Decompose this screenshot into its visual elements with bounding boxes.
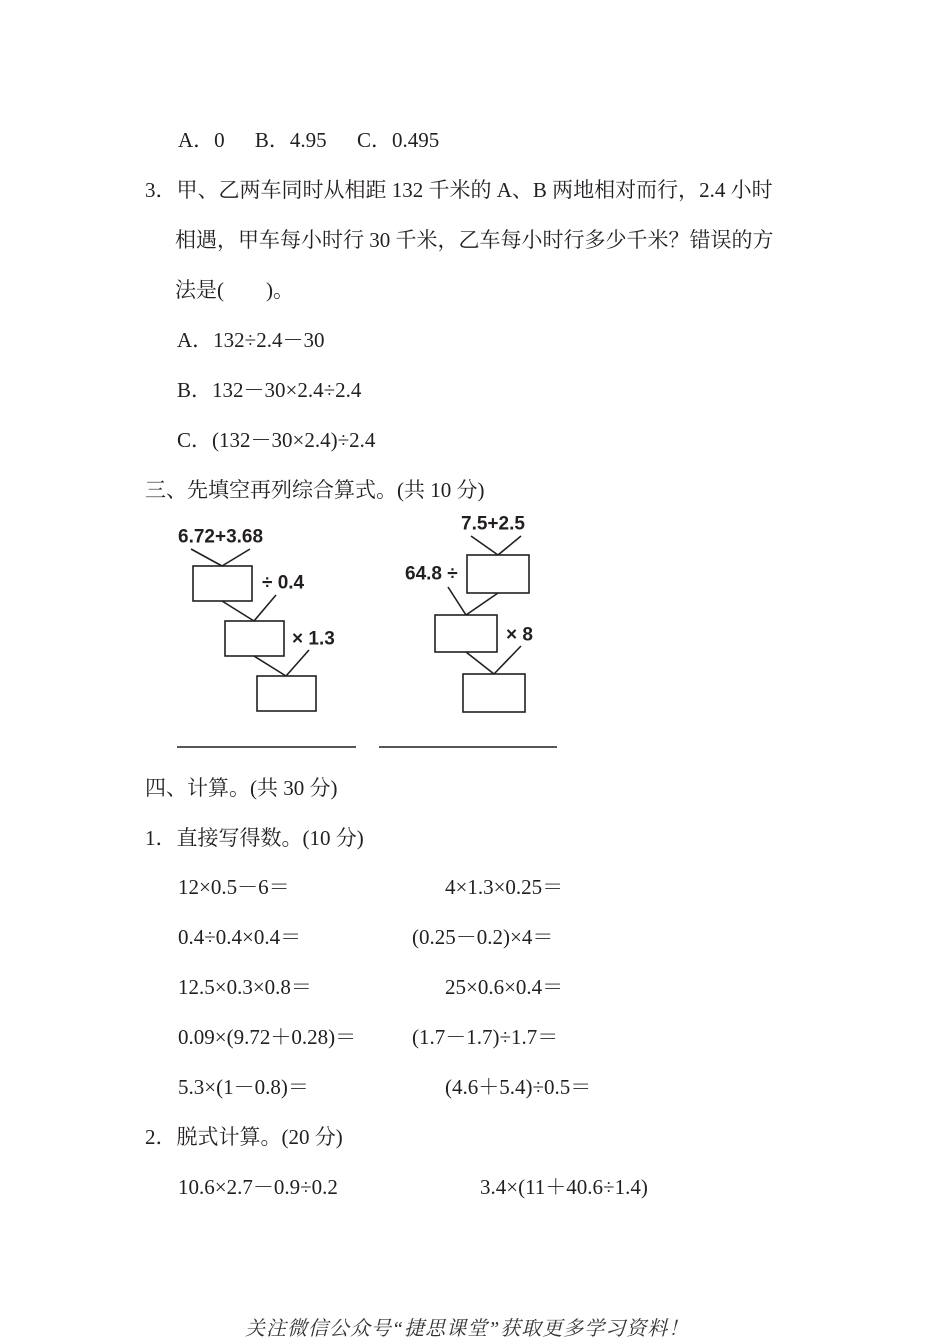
answer-box-3 [257,676,316,711]
q3-option-b: B．132－30×2.4÷2.4 [177,378,362,402]
diagram2-step2-operation: × 8 [506,624,533,646]
part2-title: 脱式计算。(20 分) [176,1125,343,1149]
calculation-flow-diagrams [0,500,950,760]
connector-line [494,646,521,674]
connector-line [191,549,222,566]
connector-line [254,595,276,621]
answer-box-1 [193,566,252,601]
connector-line [471,536,498,555]
step-calculation-item: 3.4×(11＋40.6÷1.4) [480,1175,648,1199]
mental-math-item: 0.09×(9.72＋0.28)＝ [178,1025,357,1049]
q2-option-c: C．0.495 [356,128,440,152]
q2-options [178,125,464,155]
diagram-1 [178,527,335,712]
mental-math-item: 5.3×(1－0.8)＝ [178,1075,309,1099]
q3-text-1: 甲、乙两车同时从相距 132 千米的 A、B 两地相对而行，2.4 小时 [176,178,773,202]
diagram1-start-expression: 6.72+3.68 [178,526,264,548]
part1-number: 1． [145,826,177,850]
q3-option-c: C．(132－30×2.4)÷2.4 [177,428,376,452]
q3-option-a: A．132÷2.4－30 [177,328,325,352]
section3-title: 三、先填空再列综合算式。(共 10 分) [145,478,485,502]
mental-math-item: 12×0.5－6＝ [178,875,290,899]
answer-box-1 [467,555,529,593]
q2-option-b: B．4.95 [254,128,327,152]
step-calculation-item: 10.6×2.7－0.9÷0.2 [178,1175,338,1199]
part2-number: 2． [145,1125,177,1149]
diagram2-start-expression: 7.5+2.5 [461,513,525,535]
part2-heading [145,1122,343,1152]
mental-math-item: (1.7－1.7)÷1.7＝ [412,1025,559,1049]
connector-line [286,650,309,676]
mental-math-item: (0.25－0.2)×4＝ [412,925,554,949]
diagram1-step2-operation: × 1.3 [292,628,335,650]
diagram-2 [405,514,533,713]
q3-number: 3． [145,178,177,202]
diagram2-step1-operation: 64.8 ÷ [405,563,458,585]
connector-line [222,549,250,566]
mental-math-item: 25×0.6×0.4＝ [445,975,564,999]
answer-box-3 [463,674,525,712]
q3-text-2: 相遇，甲车每小时行 30 千米，乙车每小时行多少千米？错误的方 [175,228,774,252]
answer-box-2 [225,621,284,656]
section4-title: 四、计算。(共 30 分) [145,776,338,800]
connector-line [466,593,498,615]
connector-line [466,652,494,674]
connector-line [448,587,466,615]
answer-box-2 [435,615,497,652]
part1-title: 直接写得数。(10 分) [176,826,364,850]
q2-option-a: A．0 [178,128,225,152]
diagram1-step1-operation: ÷ 0.4 [262,572,305,594]
mental-math-item: 4×1.3×0.25＝ [445,875,564,899]
footer-note: 关注微信公众号“捷思课堂”获取更多学习资料！ [245,1318,690,1340]
connector-line [222,601,254,621]
mental-math-item: 12.5×0.3×0.8＝ [178,975,312,999]
mental-math-item: 0.4÷0.4×0.4＝ [178,925,302,949]
part1-heading [145,823,364,853]
q3-line-1 [145,175,773,205]
mental-math-item: (4.6＋5.4)÷0.5＝ [445,1075,592,1099]
q3-text-3: 法是( )。 [175,278,294,302]
connector-line [498,536,521,555]
connector-line [254,656,286,676]
